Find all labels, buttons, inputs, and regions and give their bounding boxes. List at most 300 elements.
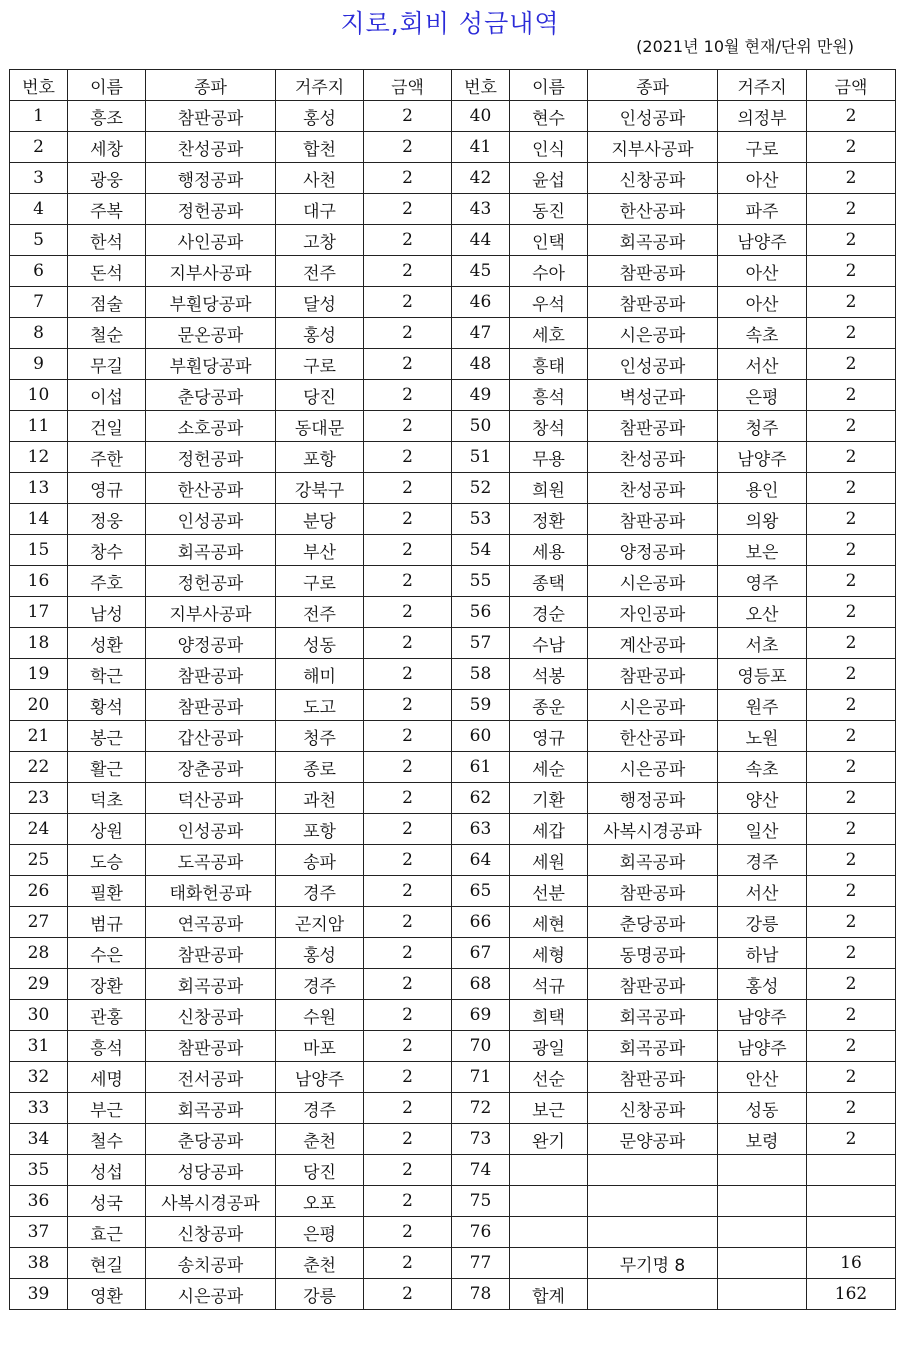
unit-note: (2021년 10월 현재/단위 만원): [636, 37, 854, 56]
right-clan-branch-cell: 시은공파: [588, 318, 718, 349]
right-clan-branch-cell: 계산공파: [588, 628, 718, 659]
right-number-cell: 63: [452, 814, 510, 845]
right-name-cell: 수아: [510, 256, 588, 287]
right-clan-branch-cell: 신창공파: [588, 163, 718, 194]
right-residence-cell: 원주: [718, 690, 807, 721]
left-amount-cell: 2: [364, 1031, 452, 1062]
right-clan-branch-cell: 양정공파: [588, 535, 718, 566]
header-row: [10, 70, 896, 101]
table-row: [10, 690, 896, 721]
left-clan-branch-cell: 회곡공파: [146, 969, 276, 1000]
left-residence-cell: 수원: [276, 1000, 364, 1031]
table-row: [10, 783, 896, 814]
table-row: [10, 225, 896, 256]
right-clan-branch-cell: 찬성공파: [588, 473, 718, 504]
header-amount: 금액: [807, 70, 896, 101]
left-residence-cell: 춘천: [276, 1124, 364, 1155]
right-residence-cell: 속초: [718, 752, 807, 783]
left-residence-cell: 도고: [276, 690, 364, 721]
right-amount-cell: 2: [807, 349, 896, 380]
right-name-cell: 흥태: [510, 349, 588, 380]
right-name-cell: 세호: [510, 318, 588, 349]
right-residence-cell: 서산: [718, 349, 807, 380]
right-amount-cell: [807, 1217, 896, 1248]
left-residence-cell: 당진: [276, 380, 364, 411]
right-residence-cell: [718, 1248, 807, 1279]
left-amount-cell: 2: [364, 566, 452, 597]
left-clan-branch-cell: 인성공파: [146, 504, 276, 535]
left-amount-cell: 2: [364, 349, 452, 380]
right-number-cell: 40: [452, 101, 510, 132]
left-clan-branch-cell: 갑산공파: [146, 721, 276, 752]
table-row: [10, 1248, 896, 1279]
right-clan-branch-cell: 지부사공파: [588, 132, 718, 163]
right-name-cell: 희택: [510, 1000, 588, 1031]
left-clan-branch-cell: 송치공파: [146, 1248, 276, 1279]
right-residence-cell: 의왕: [718, 504, 807, 535]
left-name-cell: 수은: [68, 938, 146, 969]
table-body: [10, 101, 896, 1310]
left-clan-branch-cell: 참판공파: [146, 938, 276, 969]
right-number-cell: 65: [452, 876, 510, 907]
right-residence-cell: 의정부: [718, 101, 807, 132]
left-amount-cell: 2: [364, 721, 452, 752]
left-number-cell: 21: [10, 721, 68, 752]
left-residence-cell: 강북구: [276, 473, 364, 504]
right-name-cell: 영규: [510, 721, 588, 752]
table-row: [10, 101, 896, 132]
left-amount-cell: 2: [364, 659, 452, 690]
left-residence-cell: 곤지암: [276, 907, 364, 938]
left-clan-branch-cell: 참판공파: [146, 1031, 276, 1062]
right-clan-branch-cell: 한산공파: [588, 721, 718, 752]
left-number-cell: 1: [10, 101, 68, 132]
table-row: [10, 814, 896, 845]
right-amount-cell: 2: [807, 597, 896, 628]
left-name-cell: 상원: [68, 814, 146, 845]
right-residence-cell: 용인: [718, 473, 807, 504]
left-name-cell: 점술: [68, 287, 146, 318]
left-name-cell: 영환: [68, 1279, 146, 1310]
left-number-cell: 4: [10, 194, 68, 225]
left-name-cell: 돈석: [68, 256, 146, 287]
left-residence-cell: 홍성: [276, 101, 364, 132]
left-residence-cell: 마포: [276, 1031, 364, 1062]
right-clan-branch-cell: 찬성공파: [588, 442, 718, 473]
right-residence-cell: 파주: [718, 194, 807, 225]
right-amount-cell: 2: [807, 845, 896, 876]
left-name-cell: 남성: [68, 597, 146, 628]
right-number-cell: 76: [452, 1217, 510, 1248]
table-row: [10, 411, 896, 442]
table-row: [10, 597, 896, 628]
right-amount-cell: 2: [807, 411, 896, 442]
left-amount-cell: 2: [364, 1217, 452, 1248]
left-name-cell: 도승: [68, 845, 146, 876]
left-number-cell: 18: [10, 628, 68, 659]
header-residence: 거주지: [276, 70, 364, 101]
left-amount-cell: 2: [364, 256, 452, 287]
right-name-cell: 정환: [510, 504, 588, 535]
left-clan-branch-cell: 시은공파: [146, 1279, 276, 1310]
left-name-cell: 봉근: [68, 721, 146, 752]
left-residence-cell: 분당: [276, 504, 364, 535]
left-clan-branch-cell: 춘당공파: [146, 380, 276, 411]
left-number-cell: 37: [10, 1217, 68, 1248]
left-name-cell: 정웅: [68, 504, 146, 535]
right-residence-cell: 남양주: [718, 225, 807, 256]
right-clan-branch-cell: 참판공파: [588, 969, 718, 1000]
right-number-cell: 56: [452, 597, 510, 628]
right-number-cell: 54: [452, 535, 510, 566]
left-name-cell: 범규: [68, 907, 146, 938]
right-number-cell: 75: [452, 1186, 510, 1217]
left-amount-cell: 2: [364, 752, 452, 783]
right-amount-cell: 2: [807, 876, 896, 907]
left-number-cell: 24: [10, 814, 68, 845]
right-amount-cell: 2: [807, 442, 896, 473]
header-amount: 금액: [364, 70, 452, 101]
left-residence-cell: 강릉: [276, 1279, 364, 1310]
left-clan-branch-cell: 춘당공파: [146, 1124, 276, 1155]
left-clan-branch-cell: 연곡공파: [146, 907, 276, 938]
right-residence-cell: [718, 1217, 807, 1248]
left-residence-cell: 오포: [276, 1186, 364, 1217]
left-residence-cell: 동대문: [276, 411, 364, 442]
left-number-cell: 12: [10, 442, 68, 473]
left-number-cell: 25: [10, 845, 68, 876]
table-row: [10, 1279, 896, 1310]
right-amount-cell: 2: [807, 256, 896, 287]
table-row: [10, 473, 896, 504]
left-residence-cell: 부산: [276, 535, 364, 566]
right-number-cell: 72: [452, 1093, 510, 1124]
left-clan-branch-cell: 지부사공파: [146, 597, 276, 628]
right-number-cell: 66: [452, 907, 510, 938]
left-residence-cell: 대구: [276, 194, 364, 225]
left-residence-cell: 포항: [276, 814, 364, 845]
left-name-cell: 관홍: [68, 1000, 146, 1031]
left-residence-cell: 종로: [276, 752, 364, 783]
right-amount-cell: [807, 1186, 896, 1217]
table-row: [10, 132, 896, 163]
left-clan-branch-cell: 한산공파: [146, 473, 276, 504]
left-number-cell: 14: [10, 504, 68, 535]
right-amount-cell: 2: [807, 132, 896, 163]
left-clan-branch-cell: 전서공파: [146, 1062, 276, 1093]
left-residence-cell: 청주: [276, 721, 364, 752]
left-clan-branch-cell: 인성공파: [146, 814, 276, 845]
right-clan-branch-cell: 인성공파: [588, 349, 718, 380]
left-amount-cell: 2: [364, 1124, 452, 1155]
right-number-cell: 73: [452, 1124, 510, 1155]
right-clan-branch-cell: 벽성군파: [588, 380, 718, 411]
left-clan-branch-cell: 정헌공파: [146, 194, 276, 225]
left-amount-cell: 2: [364, 845, 452, 876]
header-residence: 거주지: [718, 70, 807, 101]
right-name-cell: 세순: [510, 752, 588, 783]
right-name-cell: [510, 1155, 588, 1186]
right-clan-branch-cell: 동명공파: [588, 938, 718, 969]
left-residence-cell: 송파: [276, 845, 364, 876]
left-name-cell: 덕초: [68, 783, 146, 814]
right-residence-cell: 구로: [718, 132, 807, 163]
right-number-cell: 61: [452, 752, 510, 783]
left-number-cell: 8: [10, 318, 68, 349]
left-number-cell: 29: [10, 969, 68, 1000]
right-clan-branch-cell: 회곡공파: [588, 1000, 718, 1031]
left-amount-cell: 2: [364, 1248, 452, 1279]
table-row: [10, 1124, 896, 1155]
table-row: [10, 938, 896, 969]
right-residence-cell: 영주: [718, 566, 807, 597]
left-name-cell: 학근: [68, 659, 146, 690]
right-amount-cell: 2: [807, 783, 896, 814]
right-clan-branch-cell: [588, 1155, 718, 1186]
left-residence-cell: 과천: [276, 783, 364, 814]
right-residence-cell: 일산: [718, 814, 807, 845]
left-name-cell: 철수: [68, 1124, 146, 1155]
right-clan-branch-cell: 회곡공파: [588, 225, 718, 256]
right-amount-cell: 2: [807, 1093, 896, 1124]
table-row: [10, 1093, 896, 1124]
right-clan-branch-cell: 회곡공파: [588, 845, 718, 876]
right-residence-cell: 남양주: [718, 442, 807, 473]
right-name-cell: 광일: [510, 1031, 588, 1062]
right-number-cell: 69: [452, 1000, 510, 1031]
header-number: 번호: [10, 70, 68, 101]
left-name-cell: 장환: [68, 969, 146, 1000]
left-clan-branch-cell: 문온공파: [146, 318, 276, 349]
left-name-cell: 필환: [68, 876, 146, 907]
left-residence-cell: 은평: [276, 1217, 364, 1248]
left-residence-cell: 구로: [276, 349, 364, 380]
left-name-cell: 이섭: [68, 380, 146, 411]
left-number-cell: 3: [10, 163, 68, 194]
left-name-cell: 무길: [68, 349, 146, 380]
right-residence-cell: 안산: [718, 1062, 807, 1093]
left-clan-branch-cell: 회곡공파: [146, 1093, 276, 1124]
left-clan-branch-cell: 정헌공파: [146, 442, 276, 473]
right-amount-cell: 2: [807, 566, 896, 597]
right-name-cell: 윤섭: [510, 163, 588, 194]
left-residence-cell: 남양주: [276, 1062, 364, 1093]
right-residence-cell: 성동: [718, 1093, 807, 1124]
left-clan-branch-cell: 신창공파: [146, 1000, 276, 1031]
right-number-cell: 51: [452, 442, 510, 473]
table-row: [10, 1155, 896, 1186]
right-clan-branch-cell: 행정공파: [588, 783, 718, 814]
left-name-cell: 영규: [68, 473, 146, 504]
right-clan-branch-cell: 참판공파: [588, 876, 718, 907]
left-number-cell: 10: [10, 380, 68, 411]
right-number-cell: 71: [452, 1062, 510, 1093]
right-residence-cell: [718, 1279, 807, 1310]
right-residence-cell: 오산: [718, 597, 807, 628]
right-amount-cell: 2: [807, 907, 896, 938]
left-number-cell: 5: [10, 225, 68, 256]
left-name-cell: 부근: [68, 1093, 146, 1124]
table-row: [10, 969, 896, 1000]
table-row: [10, 380, 896, 411]
table-row: [10, 1031, 896, 1062]
right-clan-branch-cell: [588, 1186, 718, 1217]
left-number-cell: 15: [10, 535, 68, 566]
right-amount-cell: 2: [807, 473, 896, 504]
right-number-cell: 46: [452, 287, 510, 318]
left-number-cell: 13: [10, 473, 68, 504]
left-clan-branch-cell: 사복시경공파: [146, 1186, 276, 1217]
table-row: [10, 1186, 896, 1217]
table-row: [10, 752, 896, 783]
left-number-cell: 28: [10, 938, 68, 969]
right-amount-cell: 2: [807, 163, 896, 194]
left-residence-cell: 홍성: [276, 938, 364, 969]
left-name-cell: 흥조: [68, 101, 146, 132]
right-number-cell: 53: [452, 504, 510, 535]
right-name-cell: 무용: [510, 442, 588, 473]
right-amount-cell: [807, 1155, 896, 1186]
left-number-cell: 35: [10, 1155, 68, 1186]
right-amount-cell: 2: [807, 721, 896, 752]
right-name-cell: 세현: [510, 907, 588, 938]
left-number-cell: 33: [10, 1093, 68, 1124]
left-number-cell: 23: [10, 783, 68, 814]
left-amount-cell: 2: [364, 163, 452, 194]
right-name-cell: 동진: [510, 194, 588, 225]
right-amount-cell: 2: [807, 318, 896, 349]
left-number-cell: 27: [10, 907, 68, 938]
table-row: [10, 318, 896, 349]
right-number-cell: 50: [452, 411, 510, 442]
right-number-cell: 42: [452, 163, 510, 194]
table-row: [10, 535, 896, 566]
left-residence-cell: 사천: [276, 163, 364, 194]
donation-table: [9, 69, 896, 1310]
right-name-cell: [510, 1248, 588, 1279]
right-clan-branch-cell: 한산공파: [588, 194, 718, 225]
table-row: [10, 349, 896, 380]
right-number-cell: 68: [452, 969, 510, 1000]
table-row: [10, 504, 896, 535]
right-name-cell: 석봉: [510, 659, 588, 690]
left-number-cell: 26: [10, 876, 68, 907]
right-name-cell: [510, 1186, 588, 1217]
left-residence-cell: 해미: [276, 659, 364, 690]
left-name-cell: 성국: [68, 1186, 146, 1217]
left-amount-cell: 2: [364, 504, 452, 535]
right-number-cell: 45: [452, 256, 510, 287]
left-residence-cell: 구로: [276, 566, 364, 597]
right-clan-branch-cell: 시은공파: [588, 690, 718, 721]
right-residence-cell: 아산: [718, 163, 807, 194]
left-clan-branch-cell: 신창공파: [146, 1217, 276, 1248]
left-residence-cell: 경주: [276, 876, 364, 907]
right-name-cell: 경순: [510, 597, 588, 628]
left-name-cell: 주복: [68, 194, 146, 225]
right-residence-cell: 아산: [718, 287, 807, 318]
left-amount-cell: 2: [364, 1093, 452, 1124]
table-row: [10, 566, 896, 597]
right-residence-cell: 경주: [718, 845, 807, 876]
right-amount-cell: 2: [807, 504, 896, 535]
left-number-cell: 20: [10, 690, 68, 721]
right-residence-cell: 남양주: [718, 1031, 807, 1062]
left-name-cell: 주호: [68, 566, 146, 597]
left-residence-cell: 포항: [276, 442, 364, 473]
left-number-cell: 2: [10, 132, 68, 163]
left-amount-cell: 2: [364, 535, 452, 566]
left-number-cell: 9: [10, 349, 68, 380]
left-clan-branch-cell: 부훤당공파: [146, 349, 276, 380]
right-number-cell: 57: [452, 628, 510, 659]
right-amount-cell: 2: [807, 1124, 896, 1155]
right-number-cell: 48: [452, 349, 510, 380]
right-residence-cell: 은평: [718, 380, 807, 411]
right-residence-cell: 서초: [718, 628, 807, 659]
left-number-cell: 16: [10, 566, 68, 597]
left-clan-branch-cell: 태화헌공파: [146, 876, 276, 907]
right-name-cell: 희원: [510, 473, 588, 504]
right-name-cell: 창석: [510, 411, 588, 442]
right-name-cell: 보근: [510, 1093, 588, 1124]
left-number-cell: 22: [10, 752, 68, 783]
right-amount-cell: 2: [807, 101, 896, 132]
left-amount-cell: 2: [364, 1000, 452, 1031]
right-amount-cell: 2: [807, 659, 896, 690]
right-name-cell: 흥석: [510, 380, 588, 411]
right-residence-cell: 아산: [718, 256, 807, 287]
right-residence-cell: 남양주: [718, 1000, 807, 1031]
left-name-cell: 활근: [68, 752, 146, 783]
left-amount-cell: 2: [364, 225, 452, 256]
table-row: [10, 256, 896, 287]
right-residence-cell: 노원: [718, 721, 807, 752]
right-number-cell: 58: [452, 659, 510, 690]
left-amount-cell: 2: [364, 814, 452, 845]
left-clan-branch-cell: 참판공파: [146, 101, 276, 132]
right-name-cell: 종운: [510, 690, 588, 721]
table-row: [10, 1000, 896, 1031]
right-name-cell: 세형: [510, 938, 588, 969]
right-clan-branch-cell: 참판공파: [588, 1062, 718, 1093]
right-number-cell: 43: [452, 194, 510, 225]
left-clan-branch-cell: 회곡공파: [146, 535, 276, 566]
right-name-cell: 석규: [510, 969, 588, 1000]
left-name-cell: 황석: [68, 690, 146, 721]
left-name-cell: 흥석: [68, 1031, 146, 1062]
left-clan-branch-cell: 지부사공파: [146, 256, 276, 287]
left-amount-cell: 2: [364, 380, 452, 411]
left-amount-cell: 2: [364, 194, 452, 225]
left-residence-cell: 전주: [276, 597, 364, 628]
right-amount-cell: 2: [807, 628, 896, 659]
right-amount-cell: 2: [807, 1000, 896, 1031]
right-clan-branch-cell: 회곡공파: [588, 1031, 718, 1062]
left-residence-cell: 당진: [276, 1155, 364, 1186]
left-clan-branch-cell: 찬성공파: [146, 132, 276, 163]
table-row: [10, 907, 896, 938]
right-residence-cell: 청주: [718, 411, 807, 442]
left-amount-cell: 2: [364, 597, 452, 628]
right-residence-cell: [718, 1186, 807, 1217]
right-clan-branch-cell: 인성공파: [588, 101, 718, 132]
right-residence-cell: 속초: [718, 318, 807, 349]
right-amount-cell: 2: [807, 194, 896, 225]
left-amount-cell: 2: [364, 907, 452, 938]
right-number-cell: 55: [452, 566, 510, 597]
table-row: [10, 163, 896, 194]
